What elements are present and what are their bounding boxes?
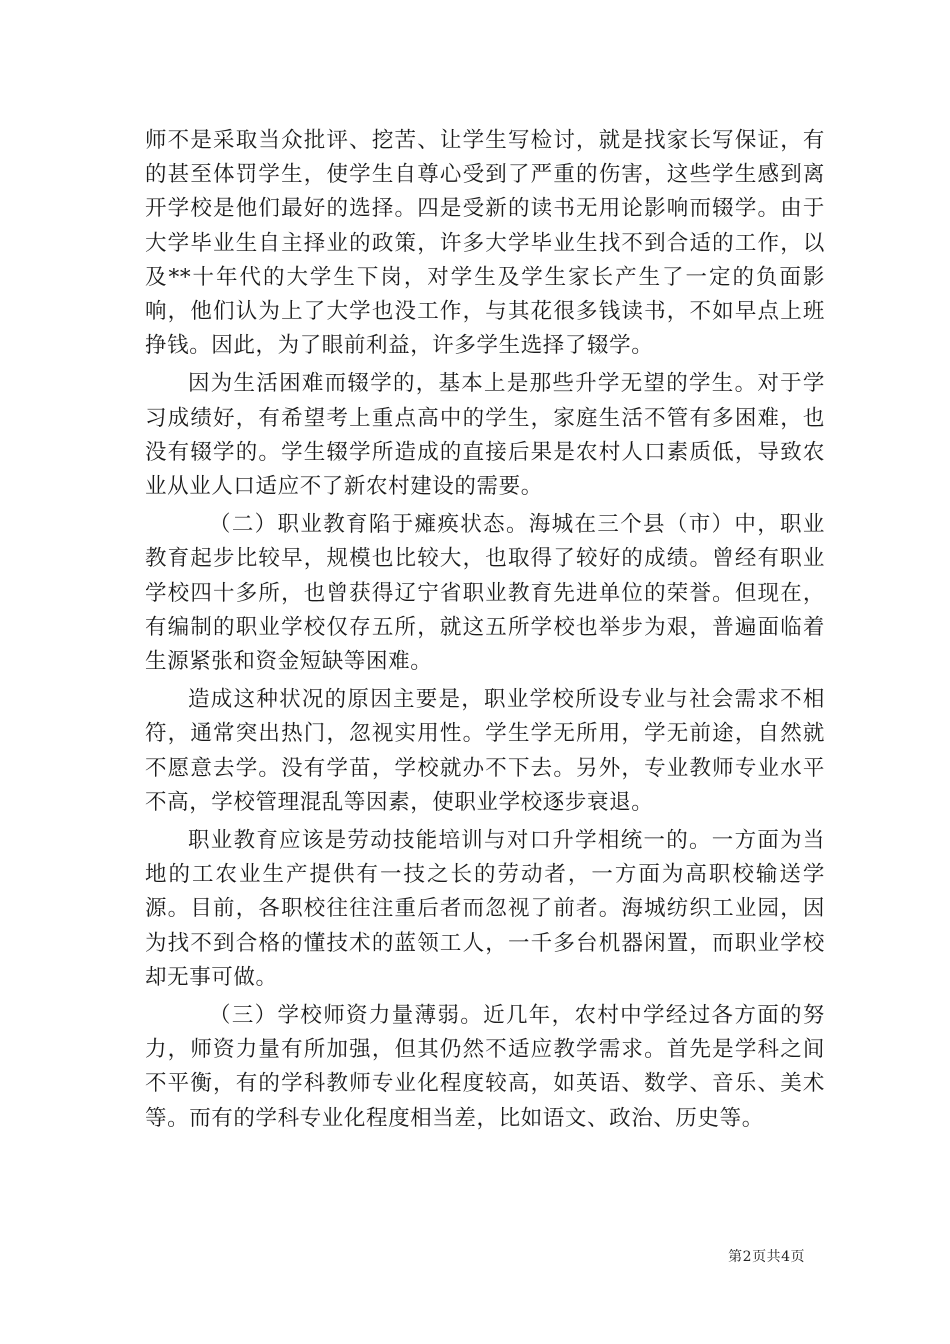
paragraph-section-2-causes: 造成这种状况的原因主要是，职业学校所设专业与社会需求不相符，通常突出热门，忽视实用性。学生学无所用，学无前途，自然就不愿意去学。没有学苗，学校就办不下去。另外，专业教师专业水平不高，学校管理混乱等因素，使职业学校逐步衰退。 — [145, 687, 825, 815]
document-body — [145, 124, 825, 1136]
page-number-footer: 第2页共4页 — [728, 1249, 805, 1265]
paragraph-section-3-heading: （三）学校师资力量薄弱。近几年，农村中学经过各方面的努力，师资力量有所加强，但其仍然不适应教学需求。首先是学科之间不平衡，有的学科教师专业化程度较高，如英语、数学、音乐、美术等。而有的学科专业化程度相当差，比如语文、政治、历史等。 — [145, 1003, 825, 1131]
paragraph-continued: 师不是采取当众批评、挖苦、让学生写检讨，就是找家长写保证，有的甚至体罚学生，使学生自尊心受到了严重的伤害，这些学生感到离开学校是他们最好的选择。四是受新的读书无用论影响而辍学。由于大学毕业生自主择业的政策，许多大学毕业生找不到合适的工作，以及**十年代的大学生下岗，对学生及学生家长产生了一定的负面影响，他们认为上了大学也没工作，与其花很多钱读书，不如早点上班挣钱。因此，为了眼前利益，许多学生选择了辍学。 — [145, 128, 825, 359]
paragraph-section-2-vocational: 职业教育应该是劳动技能培训与对口升学相统一的。一方面为当地的工农业生产提供有一技之长的劳动者，一方面为高职校输送学源。目前，各职校往往注重后者而忽视了前者。海城纺织工业园，因为找不到合格的懂技术的蓝领工人，一千多台机器闲置，而职业学校却无事可做。 — [145, 828, 825, 990]
paragraph-dropout-consequences: 因为生活困难而辍学的，基本上是那些升学无望的学生。对于学习成绩好，有希望考上重点高中的学生，家庭生活不管有多困难，也没有辍学的。学生辍学所造成的直接后果是农村人口素质低，导致农业从业人口适应不了新农村建设的需要。 — [145, 371, 825, 500]
paragraph-section-2-heading: （二）职业教育陷于瘫痪状态。海城在三个县（市）中，职业教育起步比较早，规模也比较大，也取得了较好的成绩。曾经有职业学校四十多所，也曾获得辽宁省职业教育先进单位的荣誉。但现在，有编制的职业学校仅存五所，就这五所学校也举步为艰，普遍面临着生源紧张和资金短缺等困难。 — [145, 512, 825, 675]
